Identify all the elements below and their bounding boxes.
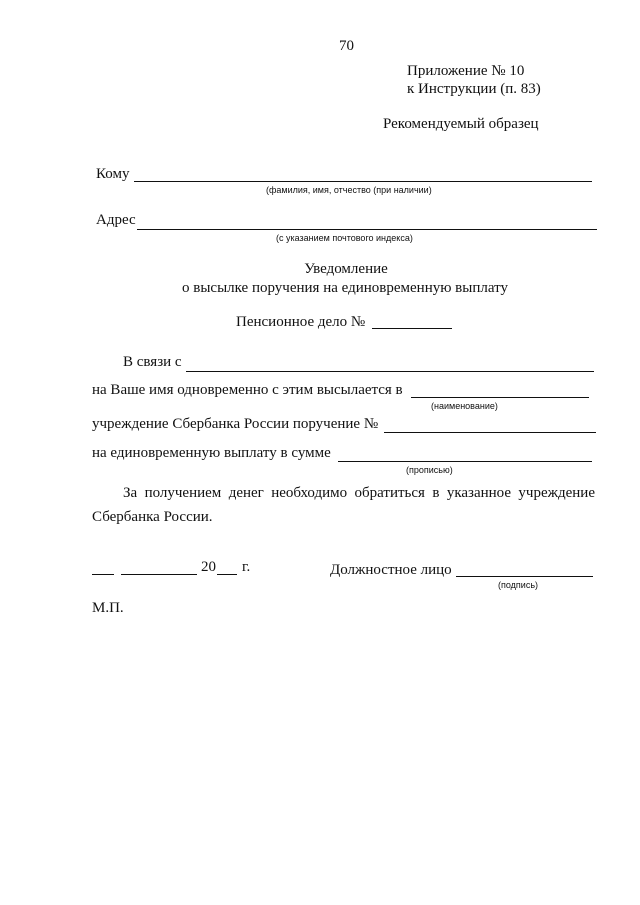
to-hint: (фамилия, имя, отчество (при наличии) <box>266 185 432 195</box>
sberbank-order-label: учреждение Сбербанка России поручение № <box>92 416 379 432</box>
signature-line <box>456 576 593 577</box>
signature-hint: (подпись) <box>498 580 539 590</box>
in-connection-line <box>186 371 594 372</box>
sent-to-label: на Ваше имя одновременно с этим высылается в <box>92 382 403 398</box>
institution-name-line <box>411 397 589 398</box>
appendix-reference: к Инструкции (п. 83) <box>407 81 541 97</box>
appendix-title: Приложение № 10 <box>407 63 525 79</box>
stamp-placeholder: М.П. <box>92 600 124 616</box>
date-year-line <box>217 574 237 575</box>
lump-sum-label: на единовременную выплату в сумме <box>92 445 331 461</box>
official-label: Должностное лицо <box>330 562 452 578</box>
page-number: 70 <box>339 38 354 54</box>
order-number-line <box>384 432 596 433</box>
pension-case-label: Пенсионное дело № <box>236 314 366 330</box>
date-day-line <box>92 574 114 575</box>
instruction-paragraph-line2: Сбербанка России. <box>92 509 213 525</box>
address-field-line <box>137 229 597 230</box>
name-hint: (наименование) <box>431 401 498 411</box>
instruction-paragraph-line1: За получением денег необходимо обратиться в указанное учреждение <box>123 485 595 501</box>
in-connection-label: В связи с <box>123 354 182 370</box>
sample-label: Рекомендуемый образец <box>383 116 539 132</box>
address-label: Адрес <box>96 212 136 228</box>
address-hint: (с указанием почтового индекса) <box>276 233 413 243</box>
notice-subtitle: о высылке поручения на единовременную выплату <box>182 280 508 296</box>
date-month-line <box>121 574 197 575</box>
date-year-suffix: г. <box>242 559 251 575</box>
amount-line <box>338 461 592 462</box>
to-label: Кому <box>96 166 130 182</box>
date-year-prefix: 20 <box>201 559 216 575</box>
notice-title: Уведомление <box>304 261 388 277</box>
to-field-line <box>134 181 592 182</box>
pension-case-line <box>372 328 452 329</box>
words-hint: (прописью) <box>406 465 453 475</box>
